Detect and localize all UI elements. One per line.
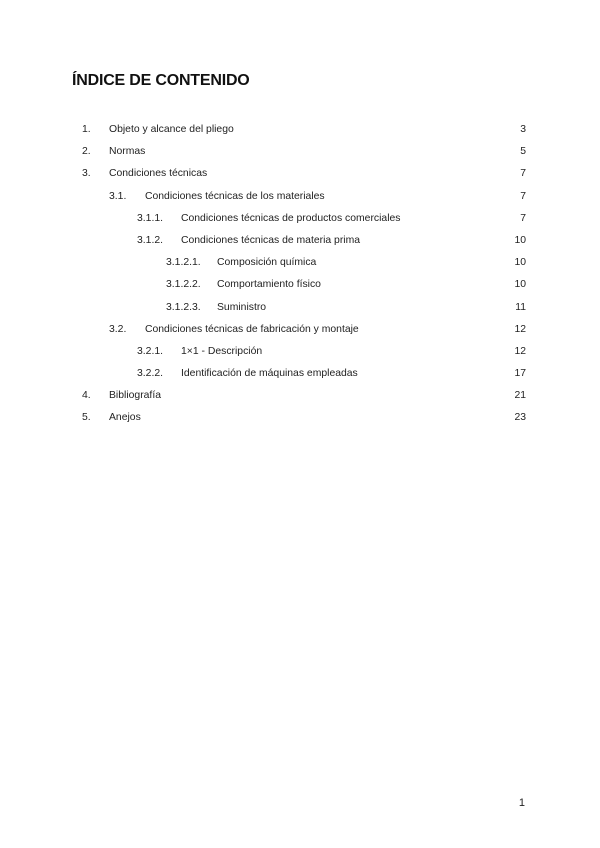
toc-entry-label: Suministro [217,301,267,313]
toc-entry-page: 17 [514,368,526,380]
toc-entry-page: 7 [520,212,526,224]
toc-entry-number: 3.1.2.3. [166,301,201,313]
toc-entry-label: Condiciones técnicas [109,168,208,180]
toc-entry[interactable] [0,319,600,341]
toc-entry-number: 3. [82,168,91,180]
table-of-contents [0,119,600,430]
toc-entry-number: 2. [82,146,91,158]
toc-entry-label: Normas [109,146,146,158]
toc-entry-page: 21 [514,390,526,402]
toc-entry[interactable] [0,407,600,429]
toc-entry-label: Identificación de máquinas empleadas [181,368,358,380]
toc-entry-number: 3.2.1. [137,345,163,357]
toc-entry-label: Comportamiento físico [217,279,321,291]
toc-entry[interactable] [0,141,600,163]
toc-entry[interactable] [0,341,600,363]
page-title: ÍNDICE DE CONTENIDO [72,72,250,89]
toc-entry-page: 12 [514,345,526,357]
toc-entry[interactable] [0,163,600,185]
toc-entry[interactable] [0,186,600,208]
toc-entry[interactable] [0,119,600,141]
toc-entry-number: 3.1. [109,190,127,202]
toc-entry[interactable] [0,385,600,407]
toc-entry-label: Objeto y alcance del pliego [109,124,234,135]
toc-entry[interactable] [0,208,600,230]
toc-entry[interactable] [0,363,600,385]
toc-entry-page: 11 [515,301,526,313]
toc-entry-label: Condiciones técnicas de materia prima [181,234,361,246]
toc-entry-label: Bibliografía [109,390,161,402]
toc-entry-page: 10 [514,234,526,246]
toc-entry-number: 4. [82,390,91,402]
toc-entry-number: 3.2. [109,323,127,335]
toc-entry[interactable] [0,230,600,252]
toc-entry-number: 3.1.2.1. [166,257,201,269]
toc-entry-page: 5 [520,146,526,158]
toc-entry-page: 12 [514,323,526,335]
toc-entry-label: 1×1 - Descripción [181,345,263,357]
toc-entry-page: 10 [514,279,526,291]
toc-entry[interactable] [0,252,600,274]
toc-entry-label: Condiciones técnicas de fabricación y montaje [145,323,359,335]
toc-entry[interactable] [0,274,600,296]
toc-entry-number: 3.1.2.2. [166,279,201,291]
page-number: 1 [518,797,525,809]
toc-entry-label: Condiciones técnicas de los materiales [145,190,325,202]
toc-entry-page: 3 [520,124,526,135]
toc-entry-page: 23 [514,412,526,424]
toc-entry-label: Anejos [109,412,141,424]
toc-entry-number: 5. [82,412,91,424]
toc-entry[interactable] [0,297,600,319]
toc-entry-label: Condiciones técnicas de productos comerciales [181,212,401,224]
toc-entry-number: 3.1.2. [137,234,163,246]
toc-entry-number: 3.1.1. [137,212,163,224]
toc-entry-number: 3.2.2. [137,368,163,380]
toc-entry-number: 1. [82,124,91,135]
toc-entry-page: 10 [514,257,526,269]
toc-entry-page: 7 [520,190,526,202]
toc-entry-page: 7 [520,168,526,180]
toc-entry-label: Composición química [217,257,317,269]
